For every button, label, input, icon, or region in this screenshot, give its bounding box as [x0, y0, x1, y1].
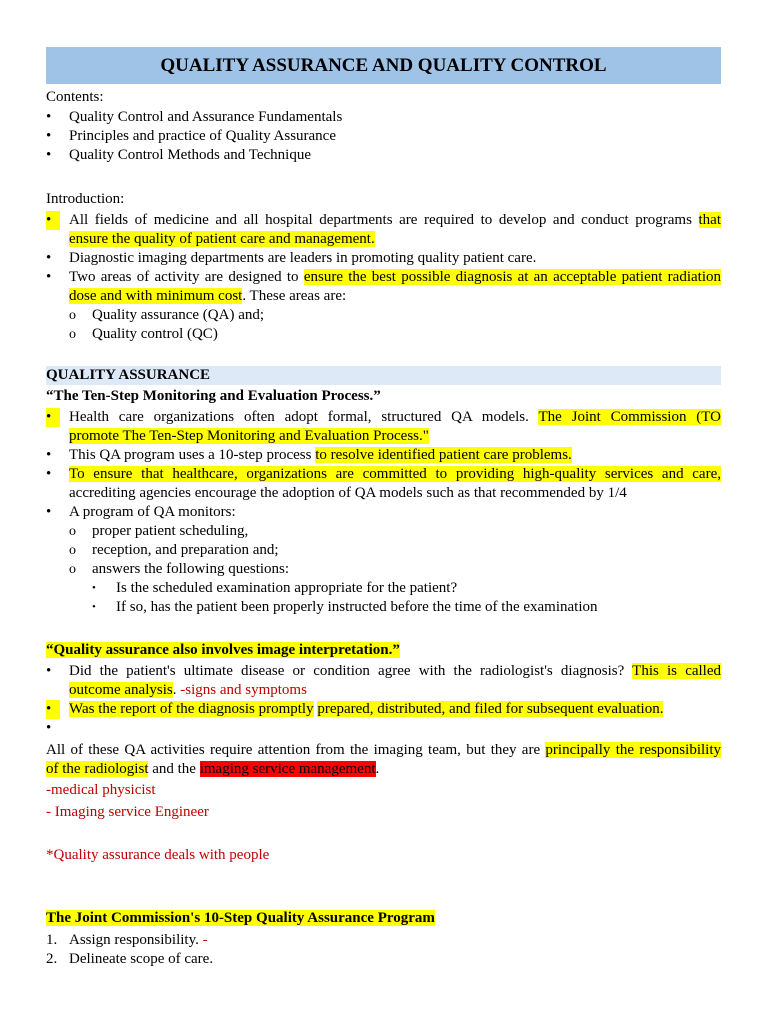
interpretation-bullet-1-line2: outcome analysis. -signs and symptoms	[69, 682, 307, 698]
bullet-icon: •	[46, 466, 52, 482]
intro-bullet-1-line1: All fields of medicine and all hospital departments are required to develop and conduct programs that	[69, 212, 721, 228]
note-imaging-engineer: - Imaging service Engineer	[46, 804, 209, 820]
bullet-icon: •	[46, 447, 52, 463]
list-number: 1.	[46, 932, 58, 948]
note-deals-with-people: *Quality assurance deals with people	[46, 847, 270, 863]
qa-bullet-1-line2: promote The Ten-Step Monitoring and Evaluation Process."	[69, 428, 429, 444]
note-medical-physicist: -medical physicist	[46, 782, 156, 798]
intro-bullet-3-line1: Two areas of activity are designed to ensure the best possible diagnosis at an acceptable patient radiation	[69, 269, 721, 285]
intro-bullet-3-line2: dose and with minimum cost. These areas are:	[69, 288, 347, 304]
qa-bullet-3-line1: To ensure that healthcare, organizations are committed to providing high-quality services and care,	[69, 466, 721, 482]
responsibility-paragraph-line2: of the radiologist and the imaging service management.	[46, 761, 380, 777]
responsibility-paragraph-line1: All of these QA activities require attention from the imaging team, but they are principally the responsibility	[46, 742, 721, 758]
qa-sub-item: answers the following questions:	[92, 561, 290, 577]
interpretation-heading: “Quality assurance also involves image interpretation.”	[46, 642, 400, 658]
qa-question: If so, has the patient been properly instructed before the time of the examination	[116, 599, 598, 615]
bullet-icon: •	[46, 128, 52, 144]
list-number: 2.	[46, 951, 58, 967]
qa-sub-item: proper patient scheduling,	[92, 523, 249, 539]
circle-bullet-icon: o	[69, 524, 76, 539]
contents-item: Principles and practice of Quality Assurance	[69, 128, 336, 144]
bullet-icon: •	[46, 663, 52, 679]
bullet-icon: •	[46, 720, 52, 736]
bullet-icon: •	[46, 700, 60, 719]
qa-heading: QUALITY ASSURANCE	[46, 367, 211, 383]
circle-bullet-icon: o	[69, 543, 76, 558]
circle-bullet-icon: o	[69, 327, 76, 342]
qa-bullet-3-line2: accrediting agencies encourage the adoption of QA models such as that recommended by 1/4	[69, 485, 627, 501]
bullet-icon: •	[46, 408, 60, 427]
page-title: QUALITY ASSURANCE AND QUALITY CONTROL	[46, 47, 721, 84]
circle-bullet-icon: o	[69, 308, 76, 323]
contents-item: Quality Control and Assurance Fundamentals	[69, 109, 343, 125]
intro-sub-item: Quality assurance (QA) and;	[92, 307, 265, 323]
circle-bullet-icon: o	[69, 562, 76, 577]
bullet-icon: •	[46, 147, 52, 163]
small-bullet-icon: •	[92, 601, 96, 613]
introduction-label: Introduction:	[46, 191, 125, 207]
bullet-icon: •	[46, 211, 60, 230]
bullet-icon: •	[46, 250, 52, 266]
bullet-icon: •	[46, 109, 52, 125]
bullet-icon: •	[46, 504, 52, 520]
qa-question: Is the scheduled examination appropriate for the patient?	[116, 580, 458, 596]
intro-bullet-2: Diagnostic imaging departments are leaders in promoting quality patient care.	[69, 250, 537, 266]
qa-bullet-1-line1: Health care organizations often adopt formal, structured QA models. The Joint Commission (TO	[69, 409, 721, 425]
contents-item: Quality Control Methods and Technique	[69, 147, 311, 163]
qa-bullet-2: This QA program uses a 10-step process to resolve identified patient care problems.	[69, 447, 572, 463]
joint-step: Delineate scope of care.	[69, 951, 214, 967]
intro-sub-item: Quality control (QC)	[92, 326, 218, 342]
qa-bullet-4: A program of QA monitors:	[69, 504, 236, 520]
joint-step: Assign responsibility. -	[69, 932, 208, 948]
interpretation-bullet-1-line1: Did the patient's ultimate disease or condition agree with the radiologist's diagnosis? This is called	[69, 663, 722, 679]
bullet-icon: •	[46, 269, 52, 285]
qa-subheading: “The Ten-Step Monitoring and Evaluation Process.”	[46, 388, 381, 404]
qa-sub-item: reception, and preparation and;	[92, 542, 279, 558]
interpretation-bullet-2: Was the report of the diagnosis promptly prepared, distributed, and filed for subsequent evaluation.	[69, 701, 664, 717]
contents-label: Contents:	[46, 89, 104, 105]
small-bullet-icon: •	[92, 582, 96, 594]
intro-bullet-1-line2: ensure the quality of patient care and management.	[69, 231, 375, 247]
joint-commission-heading: The Joint Commission's 10-Step Quality Assurance Program	[46, 910, 435, 926]
